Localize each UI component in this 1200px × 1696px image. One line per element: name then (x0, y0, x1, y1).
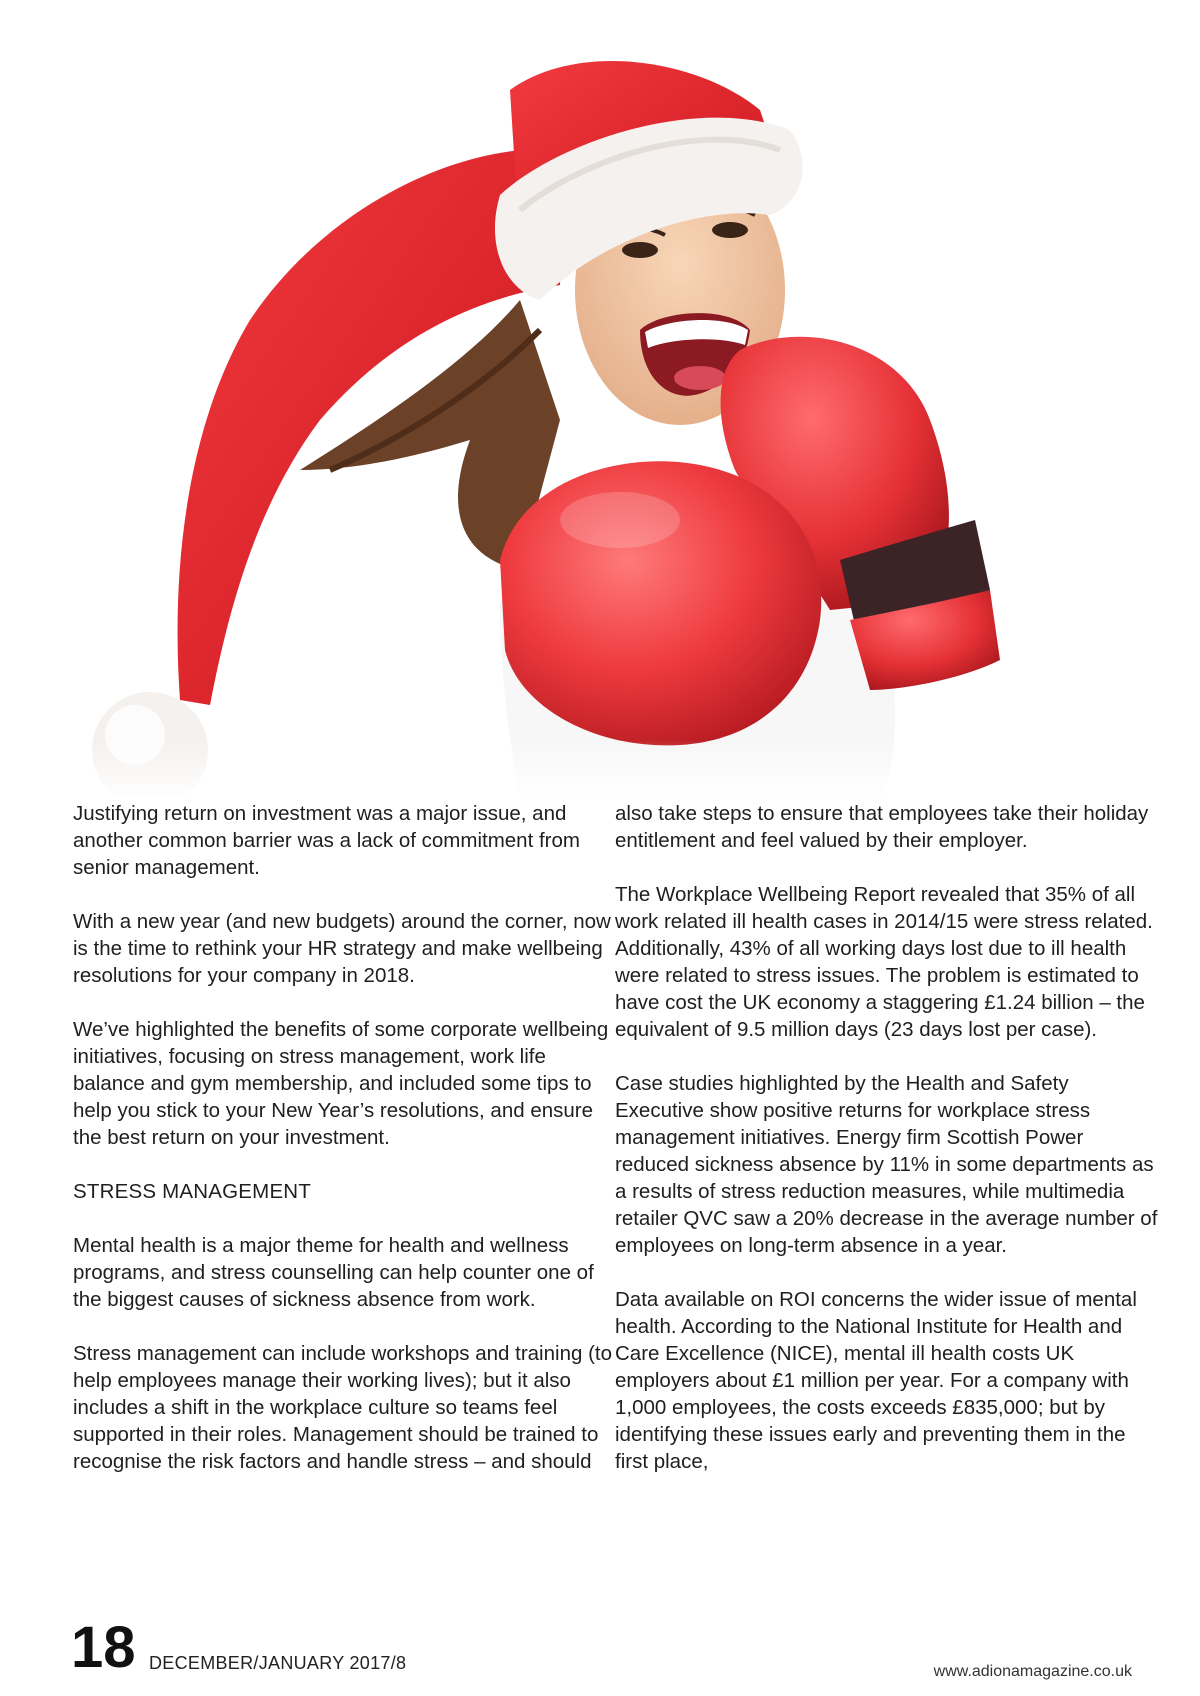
issue-date: DECEMBER/JANUARY 2017/8 (149, 1653, 407, 1673)
paragraph: The Workplace Wellbeing Report revealed that 35% of all work related ill health cases in 2014/15 were stress related. Additionally, 43% of all working days lost due to ill health were related to stress issues. The problem is estimated to have cost the UK economy a staggering £1.24 billion – the equivalent of 9.5 million days (23 days lost per case). (615, 883, 1153, 1041)
paragraph: also take steps to ensure that employees take their holiday entitlement and feel valued by their employer. (615, 802, 1149, 852)
paragraph: Justifying return on investment was a major issue, and another common barrier was a lack of commitment from senior management. (73, 802, 580, 879)
paragraph: Mental health is a major theme for health and wellness programs, and stress counselling can help counter one of the biggest causes of sickness absence from work. (73, 1234, 594, 1311)
paragraph: We’ve highlighted the benefits of some corporate wellbeing initiatives, focusing on stress management, work life balance and gym membership, and included some tips to help you stick to your New Year’s resolutions, and ensure the best return on your investment. (73, 1018, 609, 1149)
section-heading: STRESS MANAGEMENT (73, 1180, 312, 1203)
paragraph: Stress management can include workshops and training (to help employees manage their working lives); but it also includes a shift in the workplace culture so teams feel supported in their roles. Management should be trained to recognise the risk factors and handle stress – and should (73, 1342, 612, 1473)
page-number: 18 (71, 1615, 136, 1680)
paragraph: Case studies highlighted by the Health and Safety Executive show positive returns for workplace stress management initiatives. Energy firm Scottish Power reduced sickness absence by 11% in some departments as a results of stress reduction measures, while multimedia retailer QVC saw a 20% decrease in the average number of employees on long-term absence in a year. (615, 1072, 1158, 1257)
hero-photo (0, 0, 1200, 800)
article-column-right (615, 800, 1160, 1502)
left-eye (622, 242, 658, 258)
right-eye (712, 222, 748, 238)
website-url[interactable]: www.adionamagazine.co.uk (933, 1663, 1132, 1680)
woman-santa-hat-boxing-gloves-illustration (0, 0, 1200, 800)
paragraph: With a new year (and new budgets) around the corner, now is the time to rethink your HR strategy and make wellbeing resolutions for your company in 2018. (73, 910, 611, 987)
paragraph: Data available on ROI concerns the wider issue of mental health. According to the National Institute for Health and Care Excellence (NICE), mental ill health costs UK employers about £1 million per year. For a company with 1,000 employees, the costs exceeds £835,000; but by identifying these issues early and preventing them in the first place, (615, 1288, 1137, 1473)
article-column-left (73, 800, 618, 1502)
